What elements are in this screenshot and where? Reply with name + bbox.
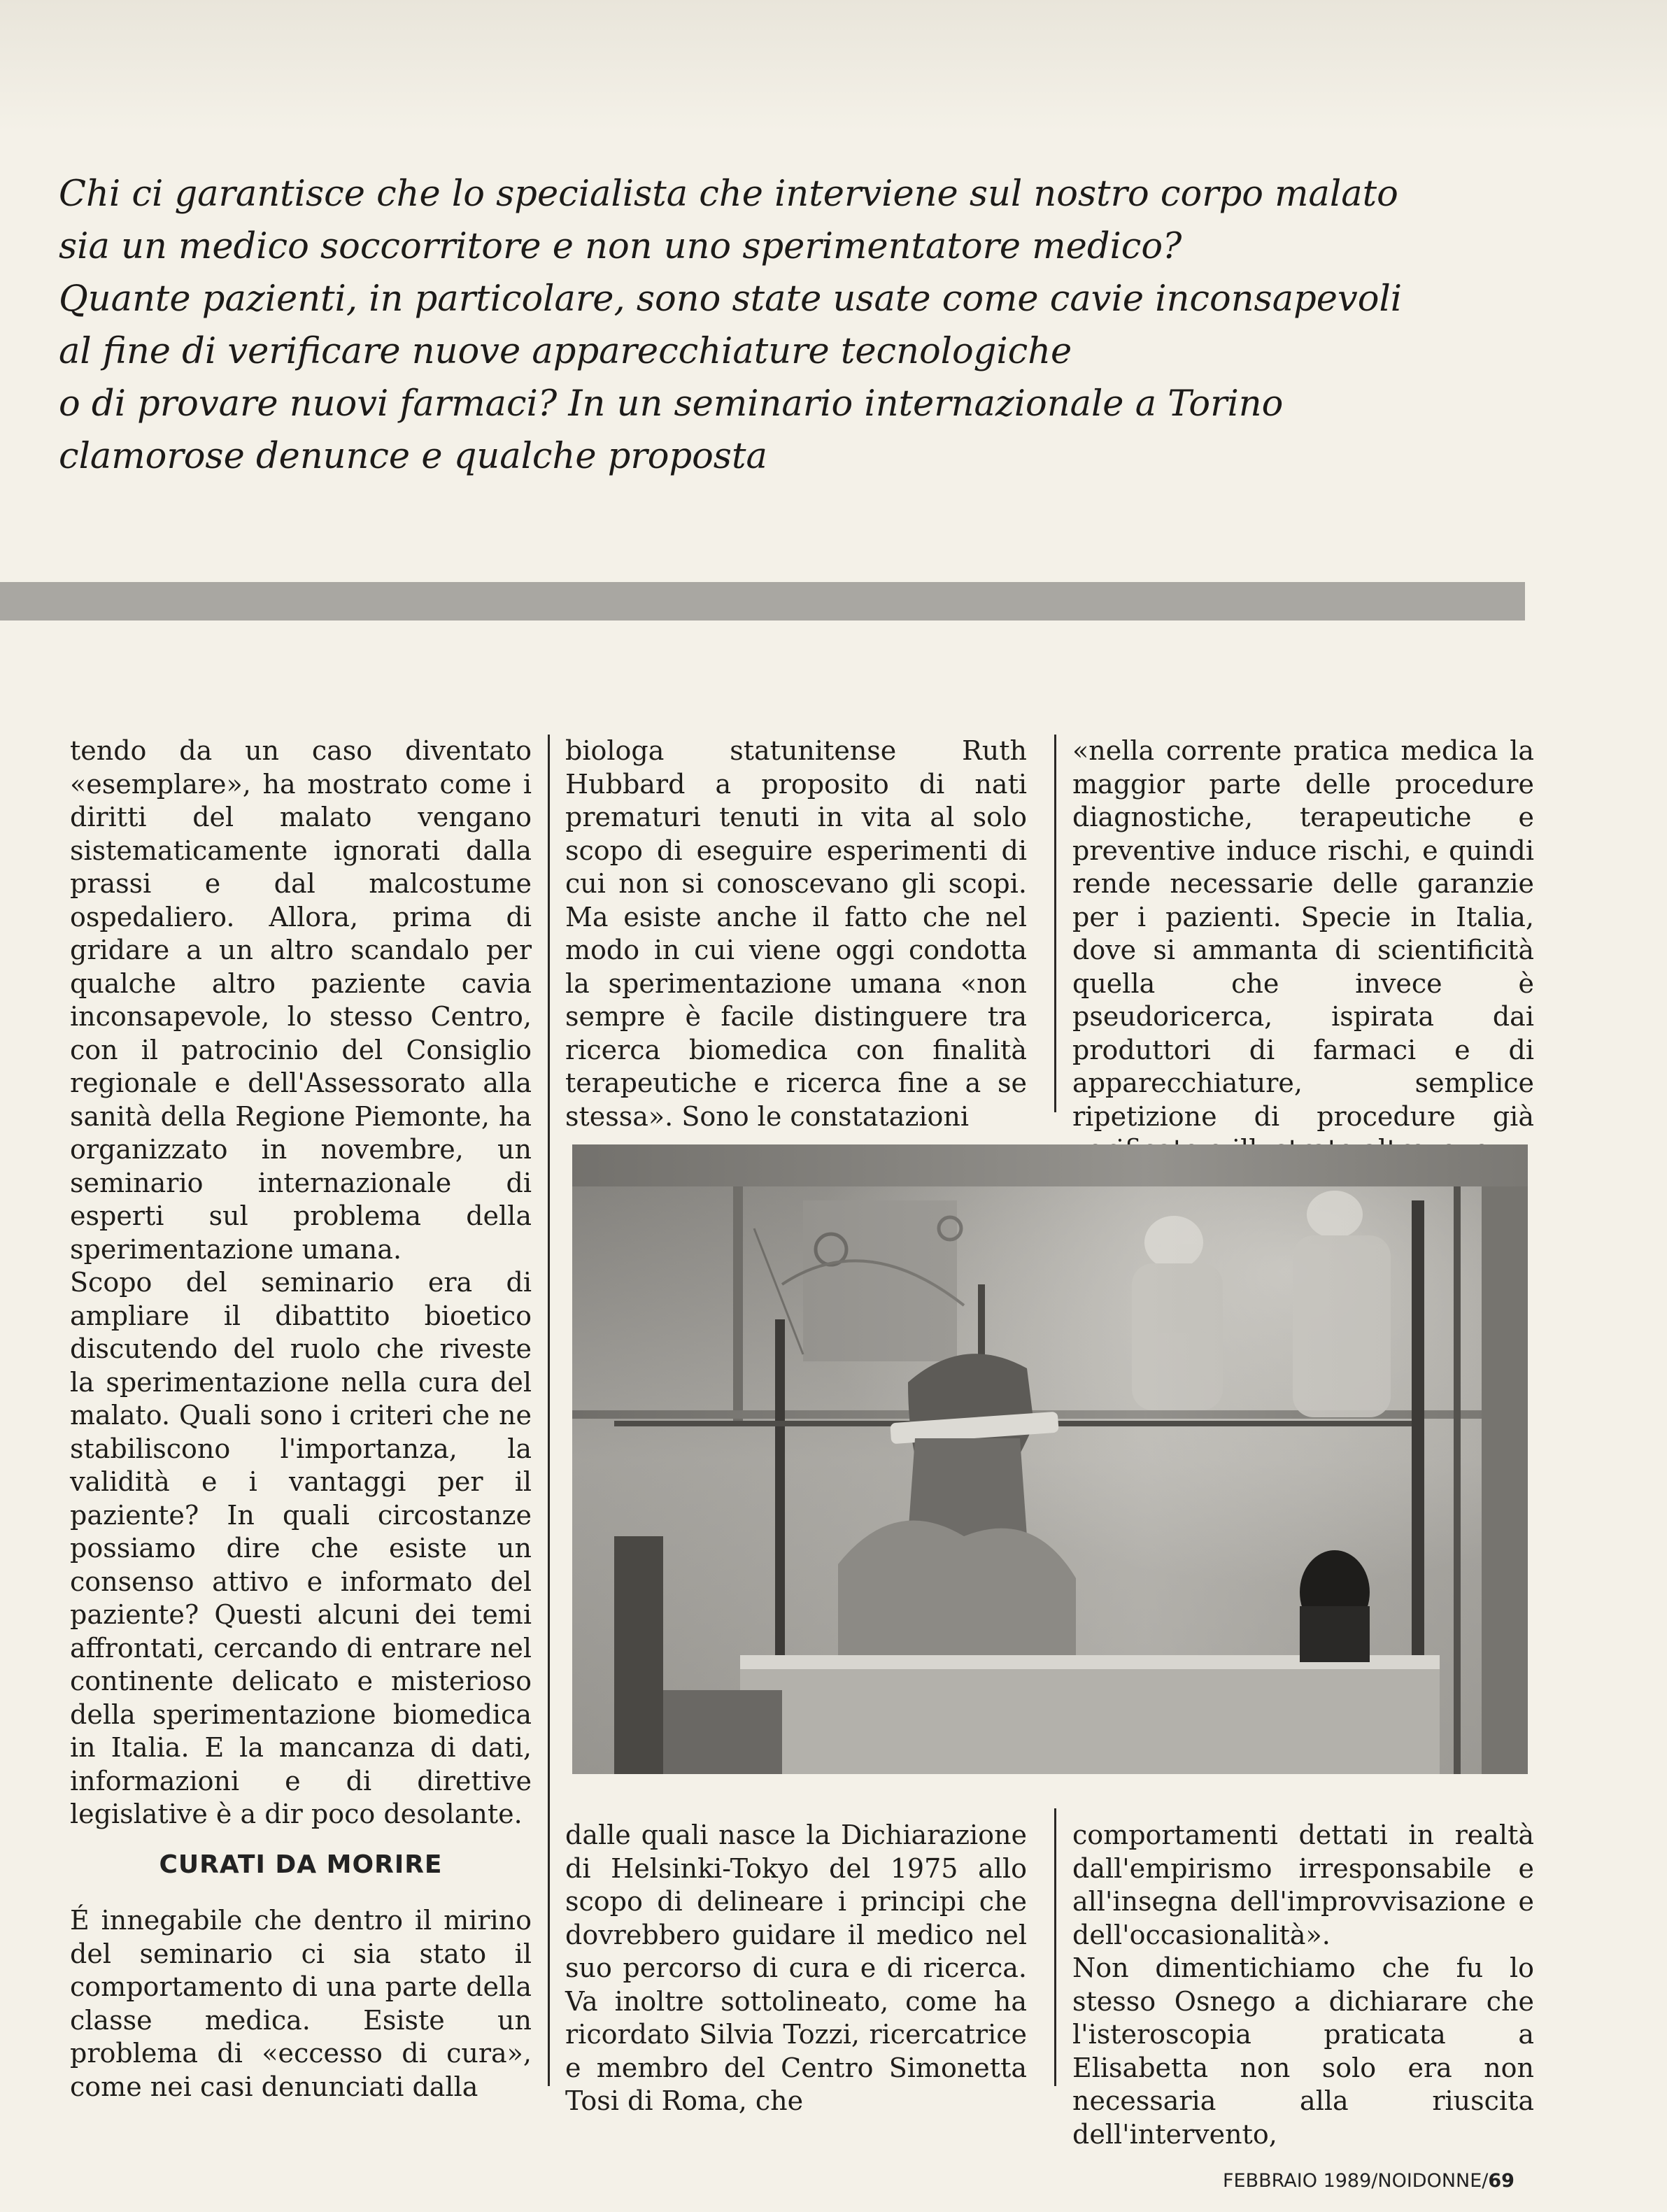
column-3-bottom [1072,1819,1534,2151]
intro-line: o di provare nuovi farmaci? In un seminario internazionale a Torino [59,383,1284,425]
column-3-top [1072,735,1534,1167]
paragraph: «nella corrente pratica medica la maggior parte delle procedure diagnostiche, terapeutiche e preventive induce rischi, e quindi rende necessarie delle garanzie per i pazienti. Specie in Italia, dove si ammanta di scientificità quella che invece è pseudoricerca, ispirata dai produttori di farmaci e di apparecchiature, semplice ripetizione di procedure già [1072,735,1534,1132]
intro-line: sia un medico soccorritore e non uno sperimentatore medico? [59,226,1182,267]
issue-label: FEBBRAIO 1989/NOIDONNE/ [1223,2170,1489,2192]
paragraph: Non dimentichiamo che fu lo stesso Osnego a dichiarare che l'isteroscopia praticata a Elisabetta non solo era non necessaria alla riuscita dell'intervento, [1072,1952,1534,2150]
column-2-top [565,735,1027,1133]
column-rule [1054,735,1056,1112]
column-1-lower [70,1904,532,2104]
column-2-bottom [565,1819,1027,2118]
paragraph: Scopo del seminario era di ampliare il dibattito bioetico discutendo del ruolo che riveste la sperimentazione nella cura del malato. Quali sono i criteri che ne stabiliscono l'importanza, la validità e i vantaggi per il paziente? In quali circostanze possiamo dire che esiste un consenso attivo e informato del paziente? Questi alcuni dei temi affrontati, cercando di entrare nel continente delicato e misterioso della sperimentazione biomedica in Italia. E la mancanza di dati, informazioni e di direttive legislative è a dir poco desolante. [70,1267,532,1829]
photo-illustration [572,1144,1528,1774]
paragraph: tendo da un caso diventato «esemplare», ha mostrato come i diritti del malato vengano sistematicamente ignorati dalla prassi e dal malcostume ospedaliero. Allora, prima di gridare a un altro scandalo per qualche altro paziente cavia inconsapevole, lo stesso Centro, con il patrocinio del Consiglio regionale e dell'Assessorato alla sanità della Regione Piemonte, ha organizzato in novembre, un seminario internazionale di esperti sul problema della sperimentazione umana. [70,735,532,1265]
paragraph: dalle quali nasce la Dichiarazione di Helsinki-Tokyo del 1975 allo scopo di delineare i principi che dovrebbero guidare il medico nel suo percorso di cura e di ricerca. Va inoltre sottolineato, come ha ricordato Silvia Tozzi, ricercatrice e membro del Centro Simonetta Tosi di Roma, che [565,1820,1027,2116]
laboratory-photo [572,1144,1528,1774]
grey-divider-band [0,582,1525,621]
section-subheading: CURATI DA MORIRE [159,1850,443,1879]
intro-line: clamorose denunce e qualche proposta [59,436,767,477]
paragraph: É innegabile che dentro il mirino del seminario ci sia stato il comportamento di una parte della classe medica. Esiste un problema di «eccesso di cura», come nei casi denunciati dalla [70,1905,532,2102]
column-rule [548,735,550,2086]
paragraph: biologa statunitense Ruth Hubbard a proposito di nati prematuri tenuti in vita al solo scopo di eseguire esperimenti di cui non si conoscevano gli scopi. Ma esiste anche il fatto che nel modo in cui viene oggi condotta la sperimentazione umana «non sempre è facile distinguere tra ricerca biomedica con finalità terapeutiche e ricerca fine a se stessa». Sono le constatazioni [565,735,1027,1132]
intro-line: al fine di verificare nuove apparecchiature tecnologiche [59,331,1072,372]
previous-page-bleed [0,0,1667,133]
page-footer [1223,2170,1515,2192]
column-rule [1054,1808,1056,2086]
intro-line: Quante pazienti, in particolare, sono state usate come cavie inconsapevoli [59,278,1403,320]
intro-line: Chi ci garantisce che lo specialista che interviene sul nostro corpo malato [59,173,1398,215]
column-1 [70,735,532,1831]
intro-standfirst [59,168,1403,483]
paragraph: comportamenti dettati in realtà dall'empirismo irresponsabile e all'insegna dell'improvvisazione e dell'occasionalità». [1072,1820,1534,1950]
page-number: 69 [1488,2170,1515,2192]
